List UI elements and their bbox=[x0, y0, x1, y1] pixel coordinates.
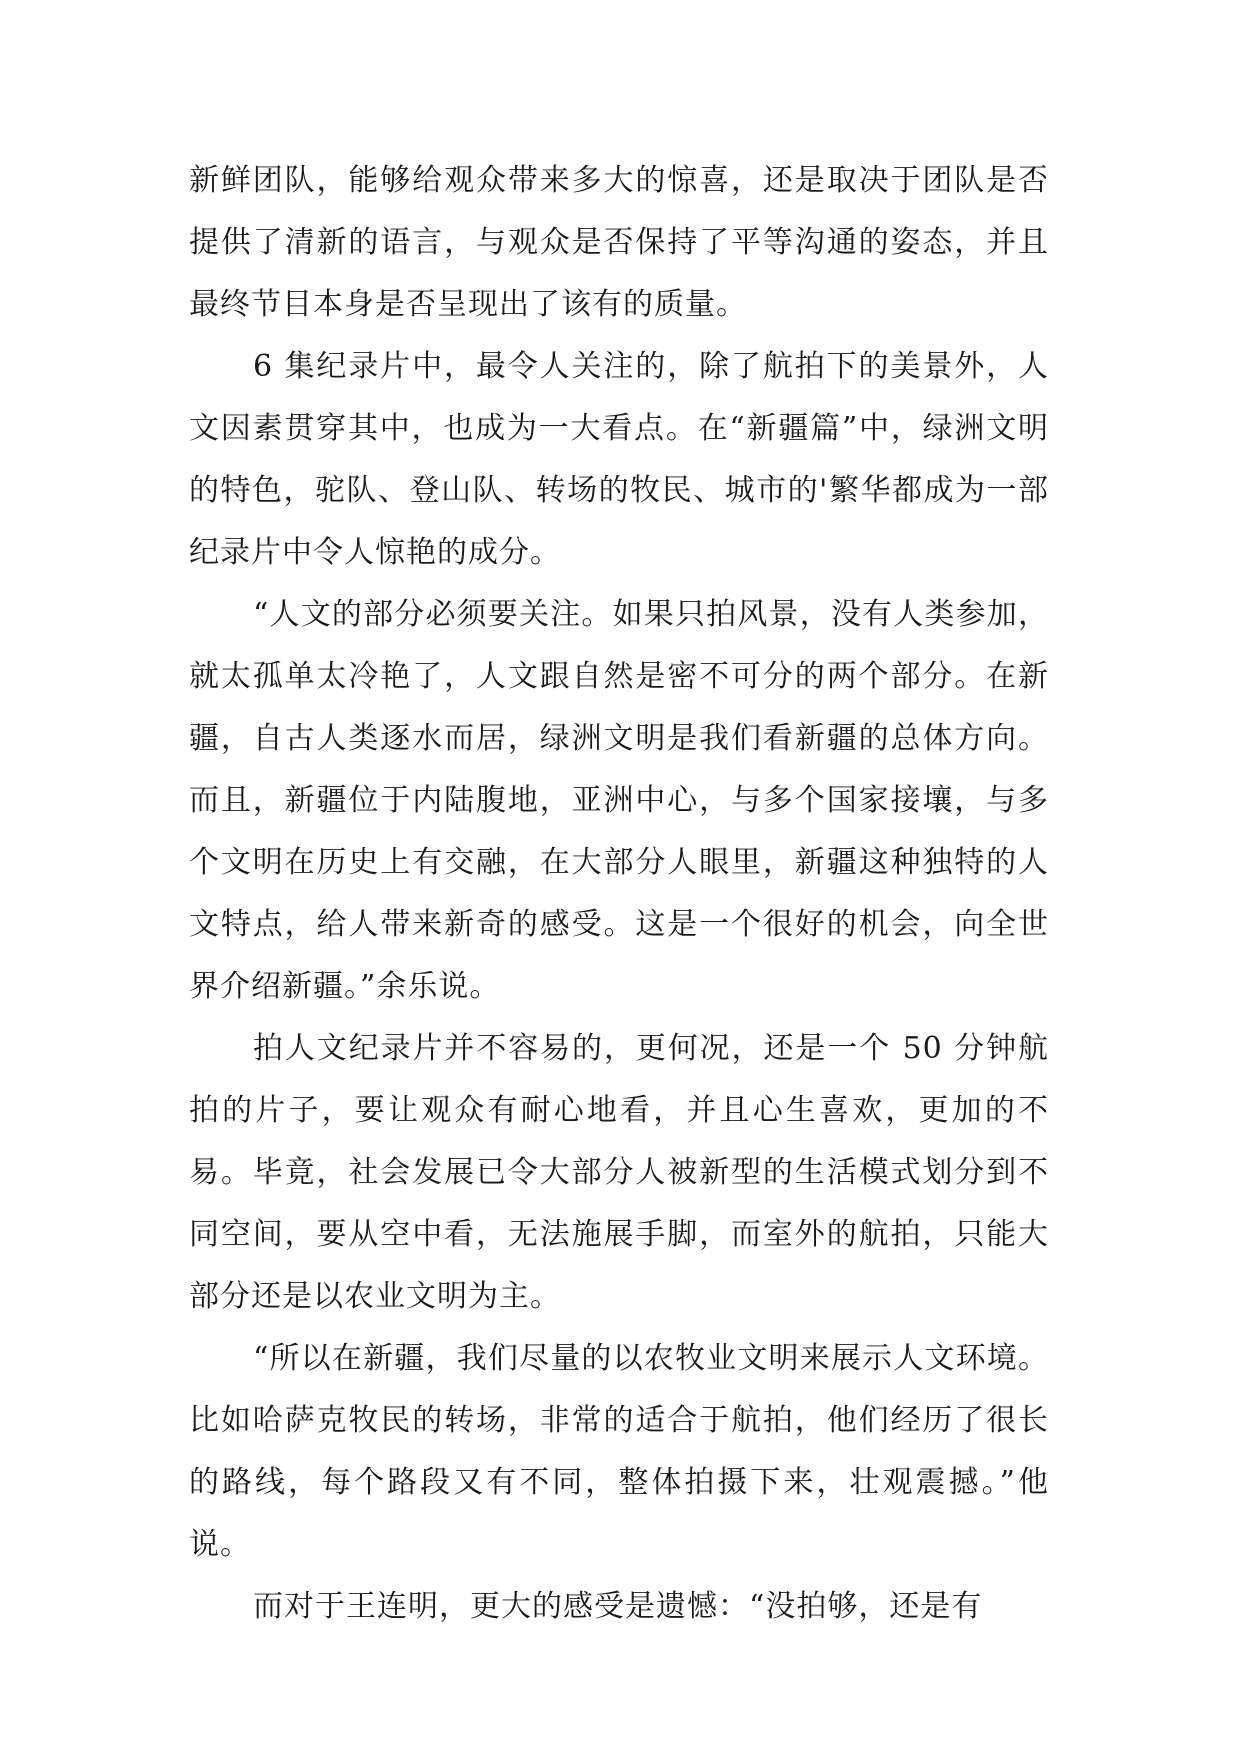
paragraph-3: “人文的部分必须要关注。如果只拍风景，没有人类参加，就太孤单太冷艳了，人文跟自然是密不可分的两个部分。在新疆，自古人类逐水而居，绿洲文明是我们看新疆的总体方向。而且，新疆位于内陆腹地，亚洲中心，与多个国家接壤，与多个文明在历史上有交融，在大部分人眼里，新疆这种独特的人文特点，给人带来新奇的感受。这是一个很好的机会，向全世界介绍新疆。”余乐说。 bbox=[189, 597, 1049, 1004]
article-body bbox=[189, 150, 1049, 1638]
paragraph-4: 拍人文纪录片并不容易的，更何况，还是一个 50 分钟航拍的片子，要让观众有耐心地看，并且心生喜欢，更加的不易。毕竟，社会发展已令大部分人被新型的生活模式划分到不同空间，要从空中看，无法施展手脚，而室外的航拍，只能大部分还是以农业文明为主。 bbox=[189, 1031, 1049, 1314]
paragraph-6: 而对于王连明，更大的感受是遗憾：“没拍够，还是有 bbox=[253, 1589, 983, 1624]
paragraph-5: “所以在新疆，我们尽量的以农牧业文明来展示人文环境。比如哈萨克牧民的转场，非常的适合于航拍，他们经历了很长的路线，每个路段又有不同，整体拍摄下来，壮观震撼。”他说。 bbox=[189, 1341, 1049, 1562]
paragraph-2: 6 集纪录片中，最令人关注的，除了航拍下的美景外，人文因素贯穿其中，也成为一大看点。在“新疆篇”中，绿洲文明的特色，驼队、登山队、转场的牧民、城市的'繁华都成为一部纪录片中令人惊艳的成分。 bbox=[189, 349, 1049, 570]
paragraph-1: 新鲜团队，能够给观众带来多大的惊喜，还是取决于团队是否提供了清新的语言，与观众是否保持了平等沟通的姿态，并且最终节目本身是否呈现出了该有的质量。 bbox=[189, 163, 1049, 322]
